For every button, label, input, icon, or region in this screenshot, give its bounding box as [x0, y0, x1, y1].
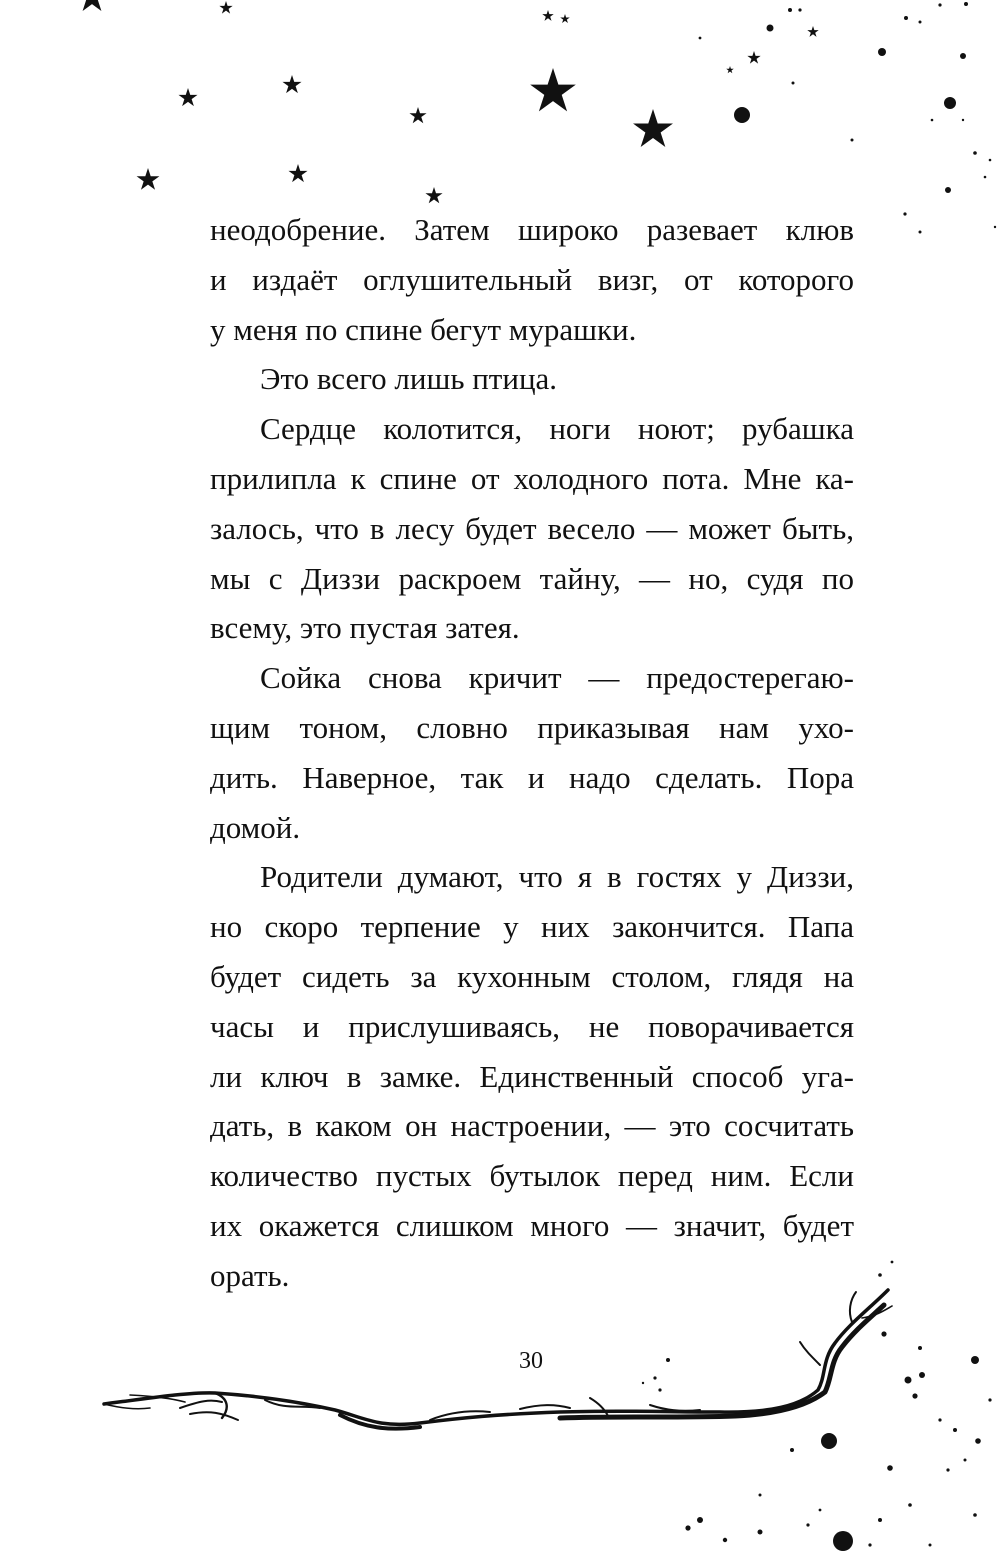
text-line: Сердце колотится, ноги ноют; рубашка — [260, 411, 854, 447]
text-line: Это всего лишь птица. — [260, 361, 558, 397]
paragraph — [210, 653, 854, 852]
text-line: Родители думают, что я в гостях у Диззи, — [260, 859, 854, 895]
text-line: ли ключ в замке. Единственный способ уга- — [210, 1058, 854, 1094]
text-line: Сойка снова кричит — предостерегаю- — [260, 660, 854, 696]
text-line: прилипла к спине от холодного пота. Мне ка- — [210, 460, 854, 496]
text-line: но скоро терпение у них закончится. Папа — [210, 909, 854, 945]
text-line: будет сидеть за кухонным столом, глядя на — [210, 958, 854, 994]
text-line: дить. Наверное, так и надо сделать. Пора — [210, 759, 854, 795]
text-line: часы и прислушиваясь, не поворачивается — [210, 1008, 854, 1044]
page-number: 30 — [519, 1348, 543, 1374]
paragraph — [210, 404, 854, 653]
text-line: щим тоном, словно приказывая нам ухо- — [210, 709, 854, 745]
text-line: дать, в каком он настроении, — это сосчитать — [210, 1108, 854, 1144]
paragraph — [210, 852, 854, 1300]
text-line: всему, это пустая затея. — [210, 610, 520, 646]
text-line: у меня по спине бегут мурашки. — [210, 311, 637, 347]
text-line: залось, что в лесу будет весело — может быть, — [210, 510, 854, 546]
paragraph — [210, 354, 854, 404]
text-line: мы с Диззи раскроем тайну, — но, судя по — [210, 560, 854, 596]
paragraph — [210, 205, 854, 354]
text-line: домой. — [210, 809, 301, 845]
body-text — [210, 205, 854, 1301]
text-line: их окажется слишком много — значит, будет — [210, 1207, 854, 1243]
text-line: и издаёт оглушительный визг, от которого — [210, 261, 854, 297]
text-line: орать. — [210, 1257, 290, 1293]
text-line: количество пустых бутылок перед ним. Если — [210, 1158, 854, 1194]
text-line: неодобрение. Затем широко разевает клюв — [210, 212, 854, 247]
